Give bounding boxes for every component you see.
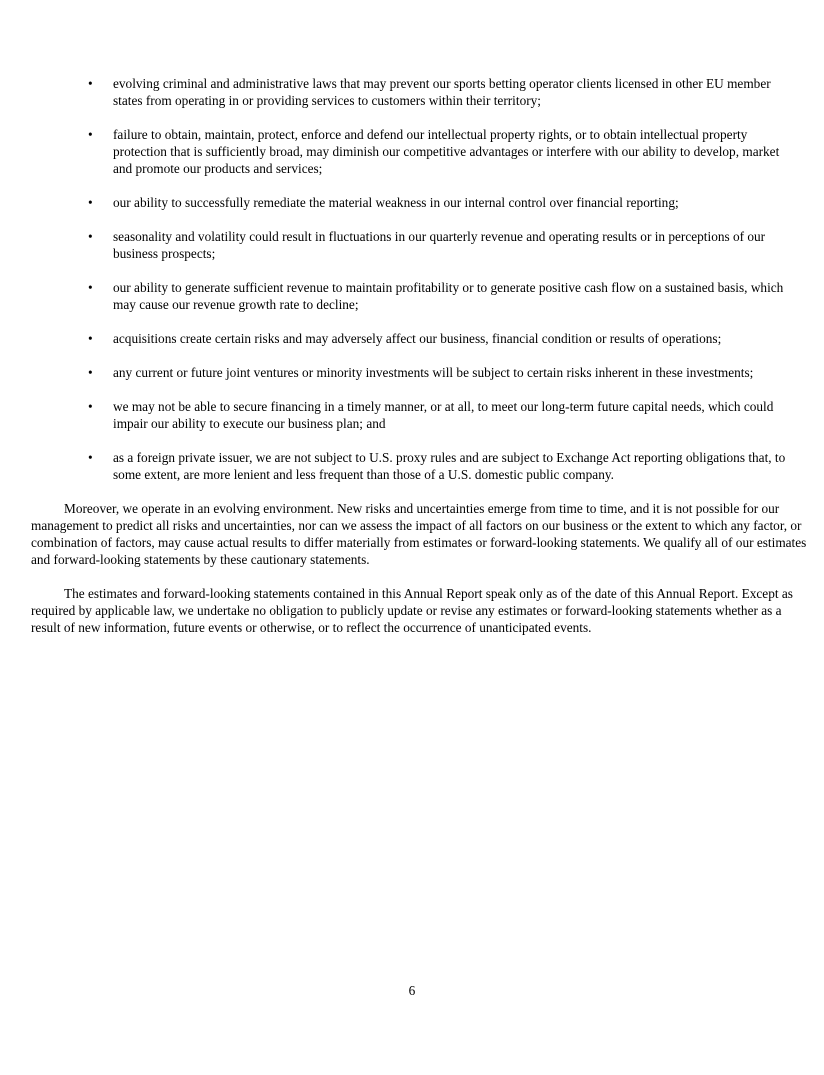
bullet-item xyxy=(88,194,800,211)
bullet-item xyxy=(88,228,800,262)
bullet-item xyxy=(88,279,800,313)
bullet-marker-icon: • xyxy=(88,331,93,346)
bullet-item xyxy=(88,126,800,177)
bullet-marker-icon: • xyxy=(88,280,93,295)
bullet-marker-icon: • xyxy=(88,450,93,465)
bullet-text: we may not be able to secure financing in a timely manner, or at all, to meet our long-term future capital needs, which could impair our ability to execute our business plan; and xyxy=(113,399,774,431)
bullet-text: as a foreign private issuer, we are not subject to U.S. proxy rules and are subject to Exchange Act reporting obligations that, to some extent, are more lenient and less frequent than those of a U.S. domestic public company. xyxy=(113,450,786,482)
bullet-item xyxy=(88,449,800,483)
bullet-marker-icon: • xyxy=(88,76,93,91)
bullet-item xyxy=(88,364,800,381)
bullet-item xyxy=(88,75,800,109)
page-number: 6 xyxy=(408,983,416,998)
risk-factors-bullet-list xyxy=(0,75,824,483)
paragraph-estimates: The estimates and forward-looking statements contained in this Annual Report speak only as of the date of this Annual Report. Except as required by applicable law, we undertake no obligation to publicly update or revise any estimates or forward-looking statements whether as a result of new information, future events or otherwise, or to reflect the occurrence of unanticipated events. xyxy=(31,586,793,635)
bullet-item xyxy=(88,330,800,347)
bullet-text: acquisitions create certain risks and may adversely affect our business, financial condition or results of operations; xyxy=(113,331,722,346)
bullet-item xyxy=(88,398,800,432)
paragraph-moreover: Moreover, we operate in an evolving environment. New risks and uncertainties emerge from time to time, and it is not possible for our management to predict all risks and uncertainties, nor can we assess the impact of all factors on our business or the extent to which any factor, or combination of factors, may cause actual results to differ materially from estimates or forward-looking statements. We qualify all of our estimates and forward-looking statements by these cautionary statements. xyxy=(31,501,807,567)
bullet-marker-icon: • xyxy=(88,365,93,380)
bullet-text: our ability to generate sufficient revenue to maintain profitability or to generate positive cash flow on a sustained basis, which may cause our revenue growth rate to decline; xyxy=(113,280,784,312)
bullet-text: failure to obtain, maintain, protect, enforce and defend our intellectual property rights, or to obtain intellectual property protection that is sufficiently broad, may diminish our competitive advantages or interfere with our ability to develop, market and promote our products and services; xyxy=(113,127,780,176)
bullet-marker-icon: • xyxy=(88,195,93,210)
bullet-text: our ability to successfully remediate the material weakness in our internal control over financial reporting; xyxy=(113,195,679,210)
bullet-marker-icon: • xyxy=(88,399,93,414)
bullet-marker-icon: • xyxy=(88,127,93,142)
bullet-text: evolving criminal and administrative laws that may prevent our sports betting operator clients licensed in other EU member states from operating in or providing services to customers within their territory; xyxy=(113,76,771,108)
bullet-text: seasonality and volatility could result in fluctuations in our quarterly revenue and operating results or in perceptions of our business prospects; xyxy=(113,229,766,261)
bullet-text: any current or future joint ventures or minority investments will be subject to certain risks inherent in these investments; xyxy=(113,365,754,380)
bullet-marker-icon: • xyxy=(88,229,93,244)
